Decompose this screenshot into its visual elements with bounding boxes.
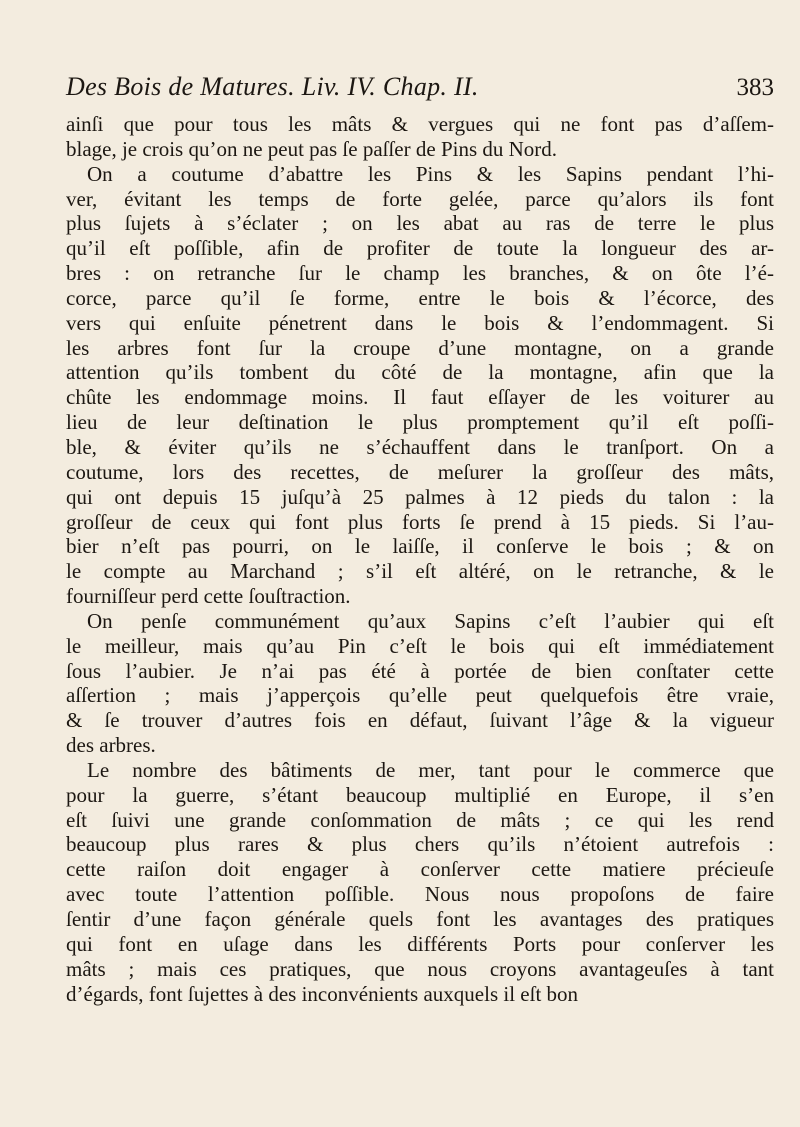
text-line: ſous l’aubier. Je n’ai pas été à portée de bien conſtater cette [66,658,774,683]
text-line: cette raiſon doit engager à conſerver cette matiere précieuſe [66,857,774,882]
paragraph [66,758,774,1006]
running-title: Des Bois de Matures. Liv. IV. Chap. II. [66,72,479,101]
text-line: pour la guerre, s’étant beaucoup multiplié en Europe, il s’en [66,782,774,807]
text-line: qui font en uſage dans les différents Ports pour conſerver les [66,931,774,956]
paragraph [66,112,774,162]
page-header [66,72,774,106]
body-text [66,112,774,1006]
paragraph [66,609,774,758]
text-line: mâts ; mais ces pratiques, que nous croyons avantageuſes à tant [66,956,774,981]
text-line: Le nombre des bâtiments de mer, tant pour le commerce que [87,757,774,782]
text-line: ble, & éviter qu’ils ne s’échauffent dans le tranſport. On a [66,434,774,459]
page-number: 383 [736,74,774,101]
text-line: chûte les endommage moins. Il faut eſſayer de les voiturer au [66,385,774,410]
text-line: On penſe communément qu’aux Sapins c’eſt l’aubier qui eſt [87,608,774,633]
text-line: qui ont depuis 15 juſqu’à 25 palmes à 12 pieds du talon : la [66,484,774,509]
text-line: bier n’eſt pas pourri, on le laiſſe, il conſerve le bois ; & on [66,534,774,559]
text-line: ſentir d’une façon générale quels font les avantages des pratiques [66,907,774,931]
text-line: les arbres font ſur la croupe d’une montagne, on a grande [66,335,774,360]
text-line: coutume, lors des recettes, de meſurer la groſſeur des mâts, [66,459,774,484]
text-line: ver, évitant les temps de forte gelée, parce qu’alors ils font [66,186,774,211]
text-line: lieu de leur deſtination le plus promptement qu’il eſt poſſi- [66,410,774,435]
text-line: fourniſſeur perd cette ſouſtraction. [66,584,351,609]
text-line: ainſi que pour tous les mâts & vergues qui ne font pas d’aſſem- [66,112,774,136]
text-line: qu’il eſt poſſible, afin de profiter de toute la longueur des ar- [66,236,774,261]
text-line: le meilleur, mais qu’au Pin c’eſt le bois qui eſt immédiatement [66,633,774,658]
text-line: plus ſujets à s’éclater ; on les abat au ras de terre le plus [66,211,774,236]
text-line: corce, parce qu’il ſe forme, entre le bois & l’écorce, des [66,285,774,310]
text-line: des arbres. [66,733,156,758]
text-line: d’égards, font ſujettes à des inconvénients auxquels il eſt bon [66,981,579,1006]
paragraph [66,162,774,609]
text-line: eſt ſuivi une grande conſommation de mâts ; ce qui les rend [66,807,774,832]
text-line: groſſeur de ceux qui font plus forts ſe prend à 15 pieds. Si l’au- [66,509,774,534]
text-line: blage, je crois qu’on ne peut pas ſe paſſer de Pins du Nord. [66,136,558,161]
text-line: avec toute l’attention poſſible. Nous nous propoſons de faire [66,882,774,907]
text-line: beaucoup plus rares & plus chers qu’ils n’étoient autrefois : [66,832,774,857]
text-line: aſſertion ; mais j’apperçois qu’elle peut quelquefois être vraie, [66,683,774,708]
text-line: On a coutume d’abattre les Pins & les Sapins pendant l’hi- [87,161,774,186]
text-line: le compte au Marchand ; s’il eſt altéré, on le retranche, & le [66,559,774,584]
text-line: bres : on retranche ſur le champ les branches, & on ôte l’é- [66,261,774,286]
text-line: vers qui enſuite pénetrent dans le bois & l’endommagent. Si [66,310,774,335]
text-line: attention qu’ils tombent du côté de la montagne, afin que la [66,360,774,385]
text-line: & ſe trouver d’autres fois en défaut, ſuivant l’âge & la vigueur [66,708,774,733]
